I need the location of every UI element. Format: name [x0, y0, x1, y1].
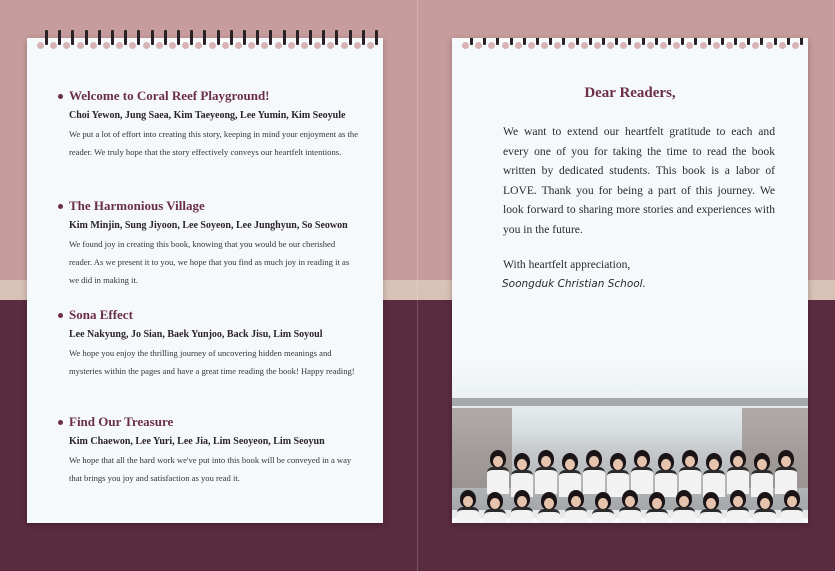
- binding-hole: [195, 42, 202, 49]
- binding-wire: [602, 38, 605, 45]
- binding-wire: [45, 30, 48, 45]
- binding-hole: [607, 42, 614, 49]
- binding-wire: [523, 38, 526, 45]
- story-message: We hope you enjoy the thrilling journey of uncovering hidden meanings and mysteries within the pages and have a great time reading the book! Happy reading!: [69, 348, 355, 376]
- binding-wire: [309, 30, 312, 45]
- binding-wire: [589, 38, 592, 45]
- binding-wire: [760, 38, 763, 45]
- binding-wire: [787, 38, 790, 45]
- letter-signature: Soongduk Christian School.: [502, 278, 646, 290]
- binding-wire: [800, 38, 803, 45]
- binding-hole: [713, 42, 720, 49]
- binding-hole: [143, 42, 150, 49]
- binding-wire: [71, 30, 74, 45]
- story-authors: Choi Yewon, Jung Saea, Kim Taeyeong, Lee Yumin, Kim Seoyule: [69, 110, 346, 121]
- binding-hole: [288, 42, 295, 49]
- binding-wire: [151, 30, 154, 45]
- binding-wire: [58, 30, 61, 45]
- binding-wire: [694, 38, 697, 45]
- right-page: [452, 38, 808, 523]
- binding-hole: [686, 42, 693, 49]
- binding-hole: [301, 42, 308, 49]
- spiral-binding: [452, 38, 808, 52]
- story-title-text: The Harmonious Village: [69, 198, 205, 213]
- binding-wire: [536, 38, 539, 45]
- binding-wire: [283, 30, 286, 45]
- binding-hole: [634, 42, 641, 49]
- binding-wire: [177, 30, 180, 45]
- book-spine: [417, 0, 418, 571]
- binding-wire: [243, 30, 246, 45]
- letter-heading: Dear Readers,: [584, 85, 676, 101]
- binding-hole: [554, 42, 561, 49]
- binding-hole: [37, 42, 44, 49]
- group-photo: [452, 358, 808, 518]
- binding-hole: [169, 42, 176, 49]
- binding-wire: [85, 30, 88, 45]
- story-entry: [69, 414, 359, 487]
- binding-hole: [647, 42, 654, 49]
- story-title-text: Sona Effect: [69, 307, 133, 322]
- binding-wire: [349, 30, 352, 45]
- binding-hole: [116, 42, 123, 49]
- binding-hole: [660, 42, 667, 49]
- binding-wire: [708, 38, 711, 45]
- binding-hole: [766, 42, 773, 49]
- spiral-binding: [27, 30, 383, 52]
- binding-hole: [156, 42, 163, 49]
- bullet-icon: [58, 94, 63, 99]
- binding-hole: [594, 42, 601, 49]
- binding-hole: [541, 42, 548, 49]
- binding-hole: [752, 42, 759, 49]
- binding-hole: [739, 42, 746, 49]
- binding-hole: [222, 42, 229, 49]
- binding-hole: [103, 42, 110, 49]
- binding-hole: [209, 42, 216, 49]
- binding-hole: [182, 42, 189, 49]
- binding-hole: [327, 42, 334, 49]
- binding-wire: [269, 30, 272, 45]
- binding-wire: [628, 38, 631, 45]
- binding-hole: [367, 42, 374, 49]
- binding-wire: [137, 30, 140, 45]
- story-message: We put a lot of effort into creating this story, keeping in mind your enjoyment as the reader. We truly hope that the story effectively conveys our heartfelt intentions.: [69, 129, 359, 157]
- binding-wire: [734, 38, 737, 45]
- binding-hole: [63, 42, 70, 49]
- story-title: [69, 414, 359, 430]
- binding-wire: [576, 38, 579, 45]
- binding-hole: [502, 42, 509, 49]
- binding-hole: [248, 42, 255, 49]
- binding-wire: [668, 38, 671, 45]
- binding-wire: [615, 38, 618, 45]
- binding-wire: [483, 38, 486, 45]
- binding-wire: [681, 38, 684, 45]
- binding-hole: [528, 42, 535, 49]
- binding-hole: [726, 42, 733, 49]
- letter-body: We want to extend our heartfelt gratitude to each and every one of you for taking the time to read the book written by dedicated students. This book is a labor of LOVE. Thank you for being a part of this journey. We look forward to sharing more stories and experiences with you in the future.: [503, 125, 775, 236]
- story-title-text: Welcome to Coral Reef Playground!: [69, 88, 270, 103]
- binding-wire: [217, 30, 220, 45]
- binding-hole: [275, 42, 282, 49]
- binding-wire: [98, 30, 101, 45]
- bullet-icon: [58, 204, 63, 209]
- binding-hole: [581, 42, 588, 49]
- binding-hole: [261, 42, 268, 49]
- story-authors: Kim Chaewon, Lee Yuri, Lee Jia, Lim Seoyeon, Lim Seoyun: [69, 436, 325, 447]
- binding-wire: [164, 30, 167, 45]
- binding-hole: [235, 42, 242, 49]
- story-title: [69, 198, 359, 214]
- binding-wire: [470, 38, 473, 45]
- binding-wire: [322, 30, 325, 45]
- story-title: [69, 307, 359, 323]
- story-title-text: Find Our Treasure: [69, 414, 174, 429]
- binding-wire: [655, 38, 658, 45]
- binding-hole: [488, 42, 495, 49]
- binding-hole: [90, 42, 97, 49]
- binding-wire: [256, 30, 259, 45]
- binding-wire: [296, 30, 299, 45]
- binding-hole: [354, 42, 361, 49]
- binding-wire: [230, 30, 233, 45]
- binding-hole: [475, 42, 482, 49]
- binding-wire: [721, 38, 724, 45]
- binding-wire: [375, 30, 378, 45]
- bullet-icon: [58, 313, 63, 318]
- binding-wire: [747, 38, 750, 45]
- story-title: [69, 88, 359, 104]
- binding-hole: [50, 42, 57, 49]
- story-entry: [69, 307, 359, 380]
- story-entry: [69, 88, 359, 161]
- story-message: We hope that all the hard work we've put into this book will be conveyed in a way that brings you joy and satisfaction as you read it.: [69, 455, 352, 483]
- binding-wire: [203, 30, 206, 45]
- binding-wire: [190, 30, 193, 45]
- binding-hole: [129, 42, 136, 49]
- binding-wire: [496, 38, 499, 45]
- binding-wire: [510, 38, 513, 45]
- story-entry: [69, 198, 359, 289]
- story-authors: Lee Nakyung, Jo Sian, Baek Yunjoo, Back Jisu, Lim Soyoul: [69, 329, 323, 340]
- binding-hole: [77, 42, 84, 49]
- binding-hole: [515, 42, 522, 49]
- binding-wire: [124, 30, 127, 45]
- binding-wire: [362, 30, 365, 45]
- binding-hole: [700, 42, 707, 49]
- binding-hole: [620, 42, 627, 49]
- story-authors: Kim Minjin, Sung Jiyoon, Lee Soyeon, Lee Junghyun, So Seowon: [69, 220, 348, 231]
- binding-hole: [568, 42, 575, 49]
- photo-ceiling-light: [452, 398, 808, 406]
- binding-wire: [335, 30, 338, 45]
- binding-wire: [549, 38, 552, 45]
- binding-hole: [462, 42, 469, 49]
- letter-closing: With heartfelt appreciation,: [503, 258, 631, 271]
- binding-hole: [341, 42, 348, 49]
- bullet-icon: [58, 420, 63, 425]
- binding-wire: [642, 38, 645, 45]
- story-message: We found joy in creating this book, knowing that you would be our cherished reader. As we present it to you, we hope that you find as much joy in reading it as we did in making it.: [69, 239, 350, 285]
- binding-hole: [314, 42, 321, 49]
- left-page: [27, 38, 383, 523]
- binding-wire: [562, 38, 565, 45]
- binding-hole: [673, 42, 680, 49]
- binding-hole: [779, 42, 786, 49]
- binding-hole: [792, 42, 799, 49]
- binding-wire: [111, 30, 114, 45]
- binding-wire: [774, 38, 777, 45]
